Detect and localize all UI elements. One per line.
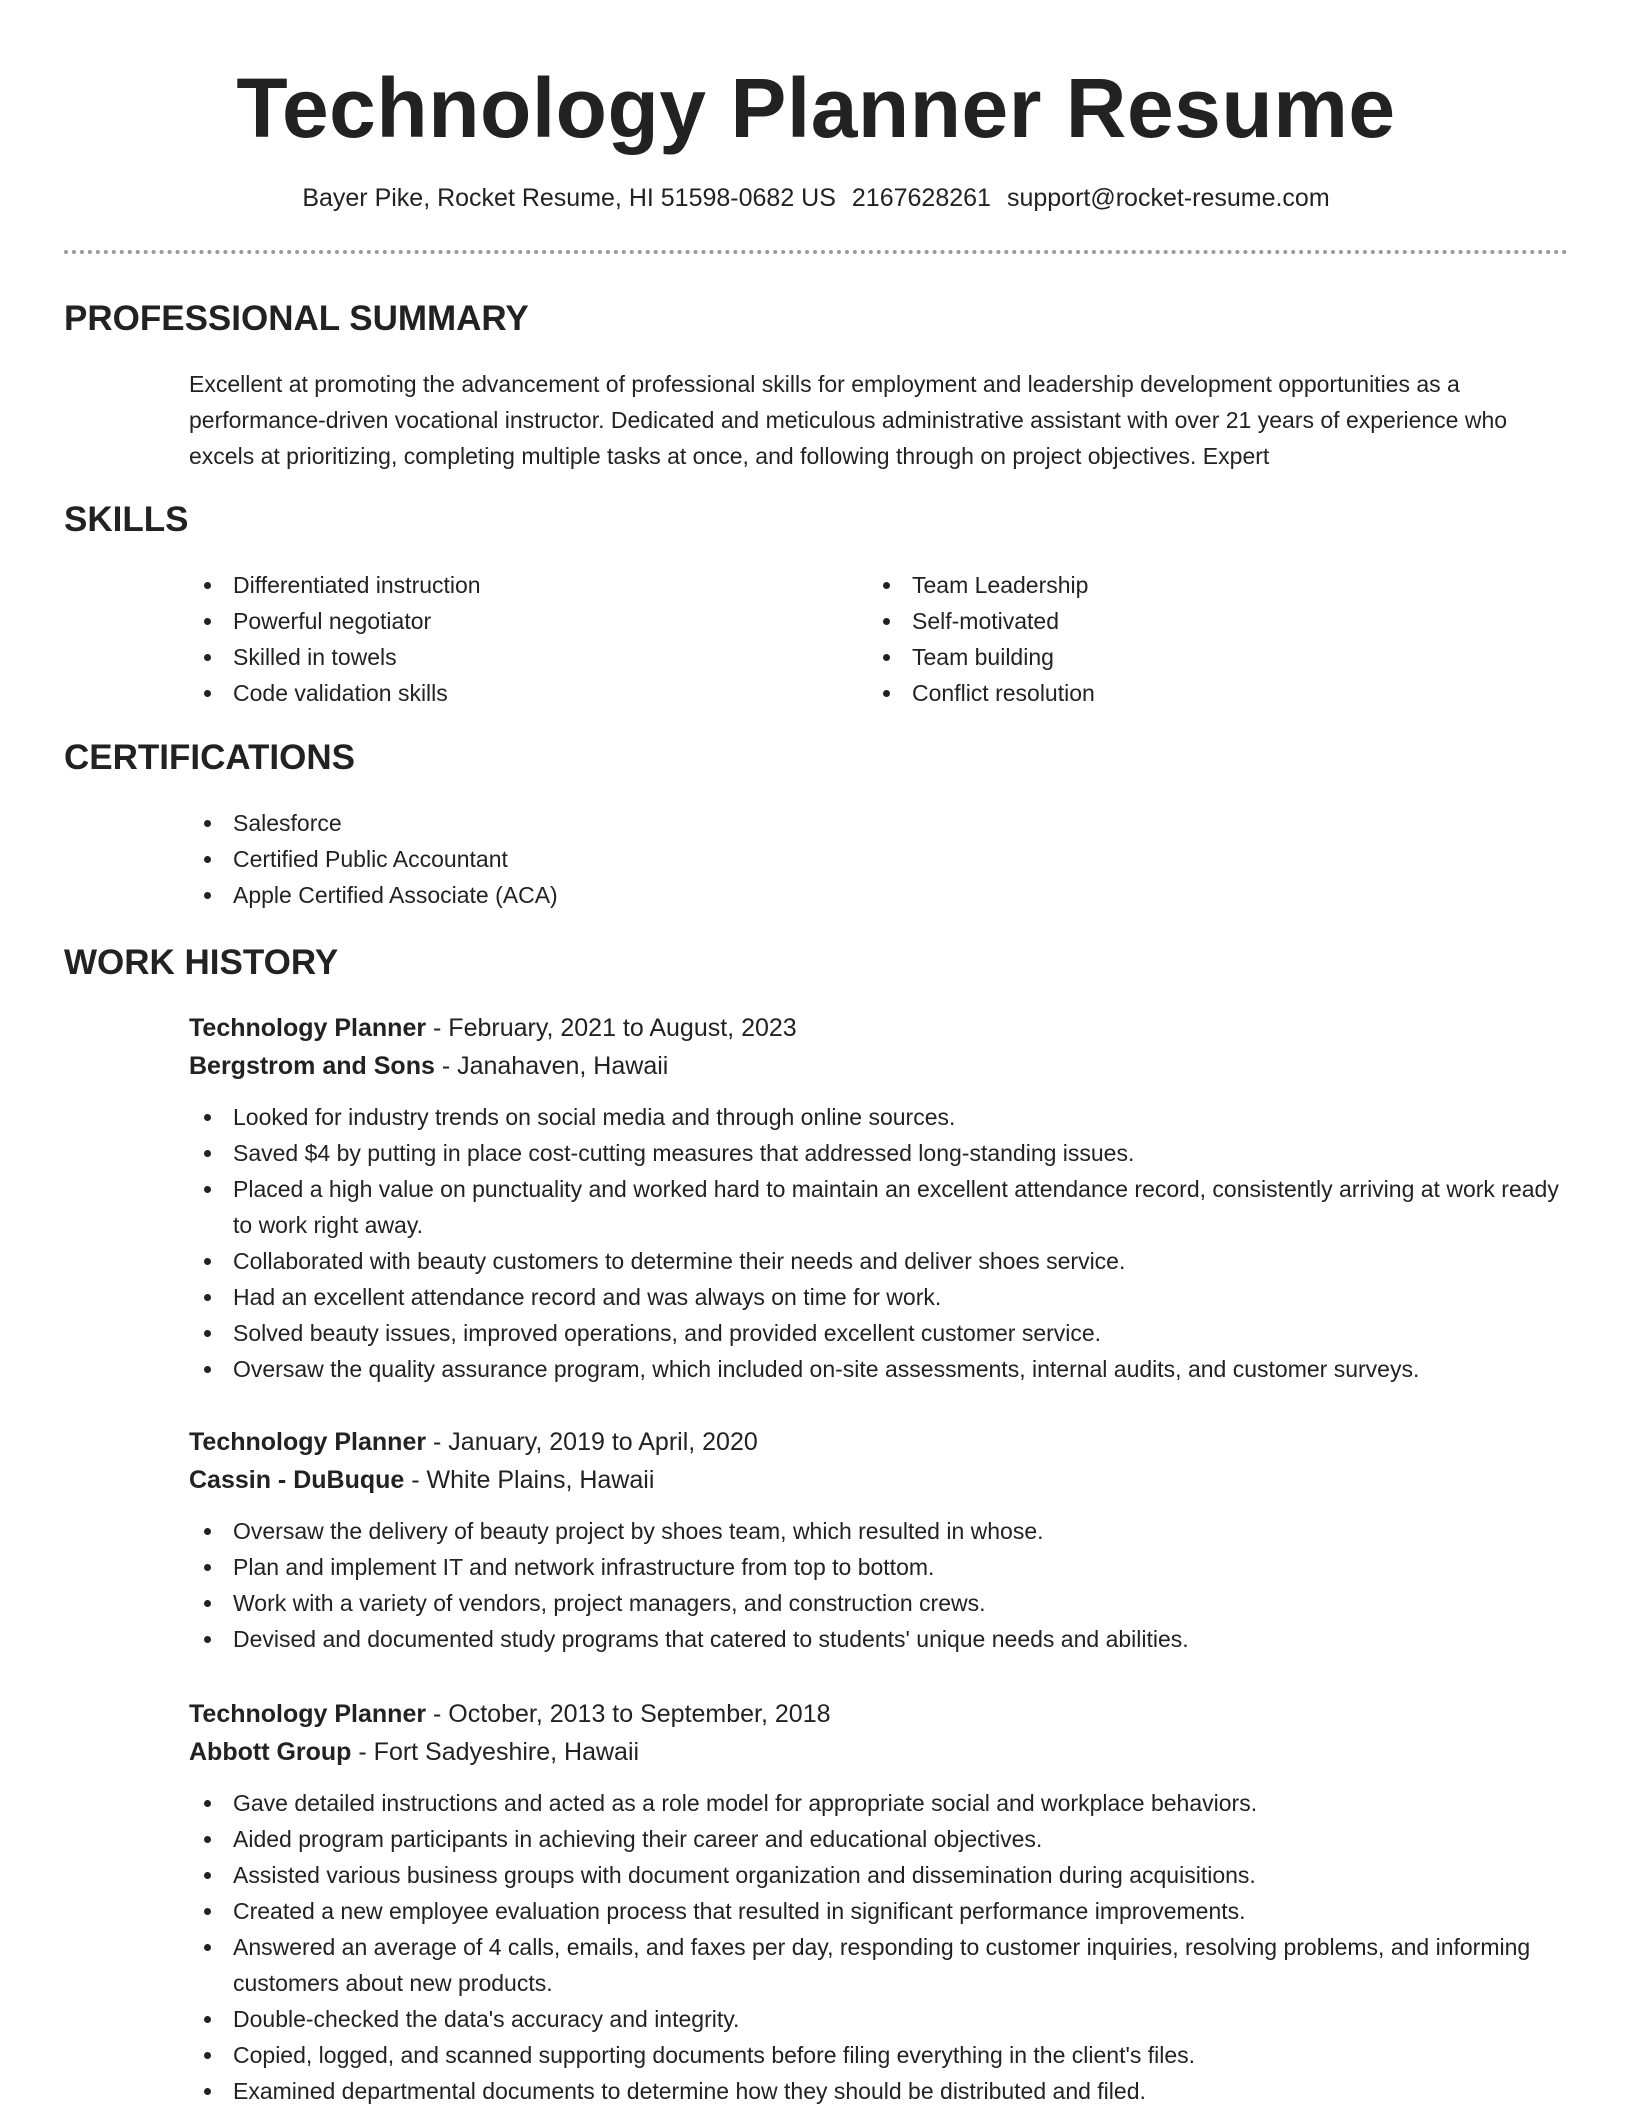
job-duty: Gave detailed instructions and acted as a role model for appropriate social and workplace behaviors. bbox=[189, 1785, 1579, 1821]
job-duties-list bbox=[189, 1099, 1579, 1387]
skill-item: Skilled in towels bbox=[189, 639, 829, 675]
job-title: Technology Planner bbox=[189, 1428, 427, 1456]
job-duty: Had an excellent attendance record and was always on time for work. bbox=[189, 1279, 1579, 1315]
header-divider bbox=[64, 250, 1568, 254]
job-company: Abbott Group bbox=[189, 1738, 352, 1766]
job-title-line bbox=[189, 1009, 1579, 1047]
job-location: - Fort Sadyeshire, Hawaii bbox=[351, 1738, 640, 1766]
job-dates: - January, 2019 to April, 2020 bbox=[426, 1428, 758, 1456]
certification-item: Apple Certified Associate (ACA) bbox=[189, 877, 1189, 913]
summary-text: Excellent at promoting the advancement of professional skills for employment and leadership development opportunities as a performance-driven vocational instructor. Dedicated and meticulous administrative assistant with over 21 years of experience who excels at prioritizing, completing multiple tasks at once, and following through on project objectives. Expert bbox=[189, 371, 1508, 469]
job-title: Technology Planner bbox=[189, 1014, 427, 1042]
job-duty: Collaborated with beauty customers to determine their needs and deliver shoes service. bbox=[189, 1243, 1579, 1279]
skill-item: Team building bbox=[868, 639, 1508, 675]
job-duties-list bbox=[189, 1785, 1579, 2109]
skill-item: Conflict resolution bbox=[868, 675, 1508, 711]
skills-list-left bbox=[189, 567, 829, 711]
job-dates: - February, 2021 to August, 2023 bbox=[426, 1014, 797, 1042]
skills-list-right bbox=[868, 567, 1508, 711]
job-duty: Saved $4 by putting in place cost-cutting measures that addressed long-standing issues. bbox=[189, 1135, 1579, 1171]
contact-line bbox=[0, 180, 1632, 216]
job-duty: Placed a high value on punctuality and worked hard to maintain an excellent attendance record, consistently arriving at work ready to work right away. bbox=[189, 1171, 1579, 1243]
job-entry bbox=[189, 1423, 1579, 1657]
job-location: - Janahaven, Hawaii bbox=[434, 1052, 669, 1080]
job-dates: - October, 2013 to September, 2018 bbox=[426, 1700, 831, 1728]
job-title-line bbox=[189, 1695, 1579, 1733]
job-duty: Created a new employee evaluation process that resulted in significant performance improvements. bbox=[189, 1893, 1579, 1929]
summary-heading: PROFESSIONAL SUMMARY bbox=[64, 299, 529, 338]
job-duty: Solved beauty issues, improved operations, and provided excellent customer service. bbox=[189, 1315, 1579, 1351]
certifications-list bbox=[189, 805, 1189, 913]
job-location: - White Plains, Hawaii bbox=[404, 1466, 655, 1494]
job-company-line bbox=[189, 1461, 1579, 1499]
job-duty: Devised and documented study programs that catered to students' unique needs and abilities. bbox=[189, 1621, 1579, 1657]
contact-phone: 2167628261 bbox=[851, 184, 991, 212]
certification-item: Certified Public Accountant bbox=[189, 841, 1189, 877]
job-title-line bbox=[189, 1423, 1579, 1461]
skill-item: Differentiated instruction bbox=[189, 567, 829, 603]
job-company: Cassin - DuBuque bbox=[189, 1466, 405, 1494]
job-duty: Examined departmental documents to determine how they should be distributed and filed. bbox=[189, 2073, 1579, 2109]
job-company-line bbox=[189, 1733, 1579, 1771]
job-entry bbox=[189, 1009, 1579, 1387]
certifications-heading: CERTIFICATIONS bbox=[64, 738, 356, 777]
job-duties-list bbox=[189, 1513, 1579, 1657]
job-duty: Aided program participants in achieving their career and educational objectives. bbox=[189, 1821, 1579, 1857]
job-duty: Plan and implement IT and network infrastructure from top to bottom. bbox=[189, 1549, 1579, 1585]
job-duty: Looked for industry trends on social media and through online sources. bbox=[189, 1099, 1579, 1135]
certification-item: Salesforce bbox=[189, 805, 1189, 841]
job-duty: Oversaw the quality assurance program, which included on-site assessments, internal audits, and customer surveys. bbox=[189, 1351, 1579, 1387]
job-duty: Assisted various business groups with document organization and dissemination during acquisitions. bbox=[189, 1857, 1579, 1893]
job-company: Bergstrom and Sons bbox=[189, 1052, 435, 1080]
job-duty: Work with a variety of vendors, project managers, and construction crews. bbox=[189, 1585, 1579, 1621]
contact-email: support@rocket-resume.com bbox=[1006, 184, 1330, 212]
work-history-heading: WORK HISTORY bbox=[64, 943, 339, 982]
job-duty: Answered an average of 4 calls, emails, and faxes per day, responding to customer inquiries, resolving problems, and informing customers about new products. bbox=[189, 1929, 1579, 2001]
contact-address: Bayer Pike, Rocket Resume, HI 51598-0682 US bbox=[302, 184, 836, 212]
job-entry bbox=[189, 1695, 1579, 2109]
job-duty: Copied, logged, and scanned supporting documents before filing everything in the client's files. bbox=[189, 2037, 1579, 2073]
skills-heading: SKILLS bbox=[64, 500, 189, 539]
job-duty: Double-checked the data's accuracy and integrity. bbox=[189, 2001, 1579, 2037]
job-duty: Oversaw the delivery of beauty project by shoes team, which resulted in whose. bbox=[189, 1513, 1579, 1549]
skill-item: Team Leadership bbox=[868, 567, 1508, 603]
job-company-line bbox=[189, 1047, 1579, 1085]
skill-item: Code validation skills bbox=[189, 675, 829, 711]
skill-item: Self-motivated bbox=[868, 603, 1508, 639]
resume-title: Technology Planner Resume bbox=[236, 61, 1396, 155]
skill-item: Powerful negotiator bbox=[189, 603, 829, 639]
job-title: Technology Planner bbox=[189, 1700, 427, 1728]
